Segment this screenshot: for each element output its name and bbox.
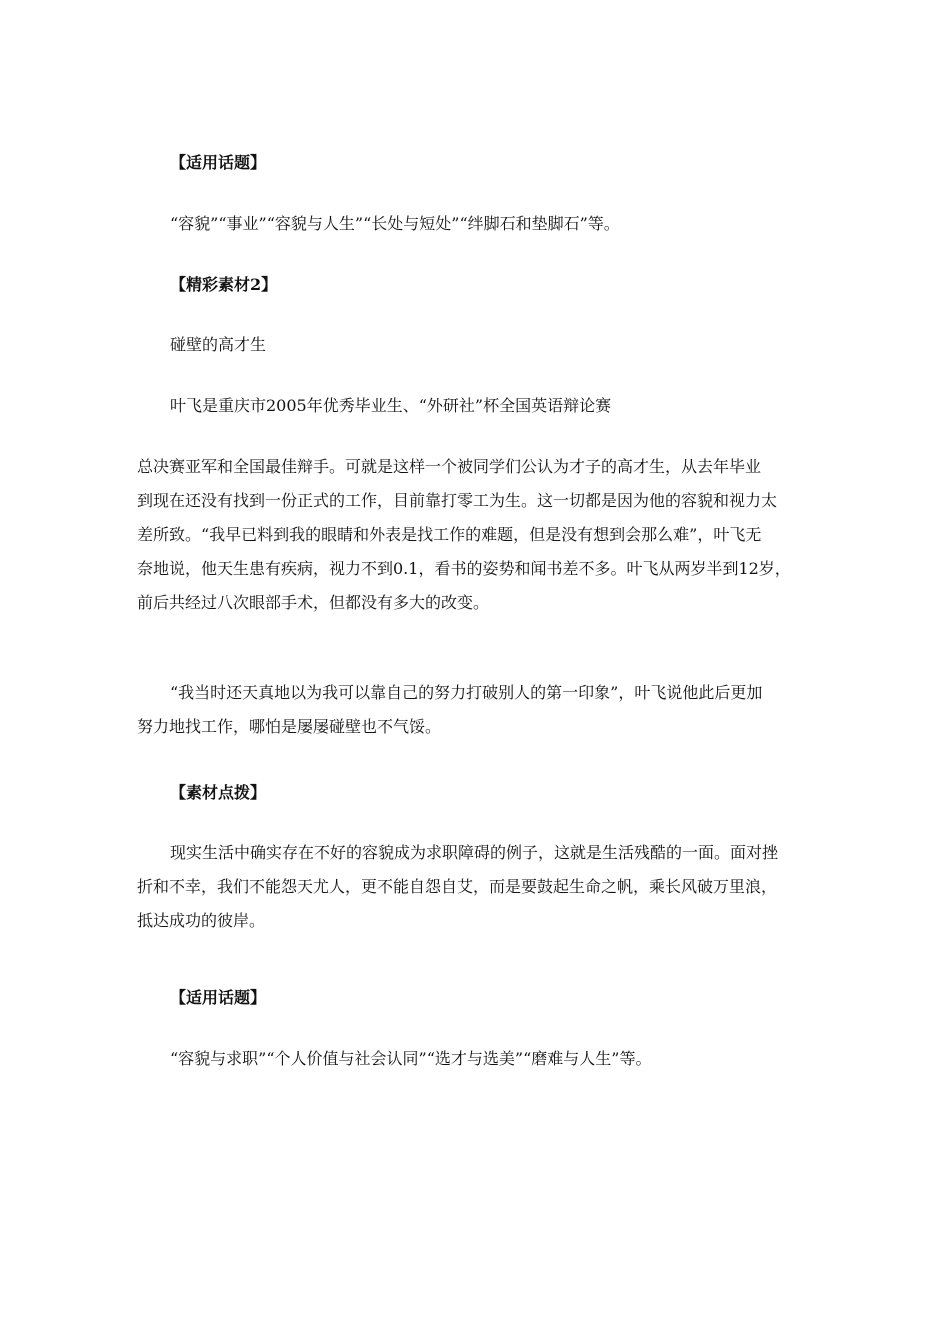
quote-line: 努力地找工作，哪怕是屡屡碰壁也不气馁。 xyxy=(137,717,442,736)
topics-text-2: “容貌与求职”“个人价值与社会认同”“选才与选美”“磨难与人生”等。 xyxy=(170,1049,652,1068)
topics-text: “容貌”“事业”“容貌与人生”“长处与短处”“绊脚石和垫脚石”等。 xyxy=(170,214,620,233)
quote-paragraph xyxy=(137,676,827,744)
body-line: 到现在还没有找到一份正式的工作，目前靠打零工为生。这一切都是因为他的容貌和视力太 xyxy=(137,491,778,510)
quote-line: “我当时还天真地以为我可以靠自己的努力打破别人的第一印象”，叶飞说他此后更加 xyxy=(170,683,763,702)
commentary-line: 现实生活中确实存在不好的容貌成为求职障碍的例子，这就是生活残酷的一面。面对挫 xyxy=(170,843,779,862)
material-intro-line: 叶飞是重庆市2005年优秀毕业生、“外研社”杯全国英语辩论赛 xyxy=(170,396,612,415)
body-line: 奈地说，他天生患有疾病，视力不到0.1，看书的姿势和闻书差不多。叶飞从两岁半到12岁， xyxy=(137,559,791,578)
section-heading-topics: 【适用话题】 xyxy=(170,153,267,172)
section-heading-commentary: 【素材点拨】 xyxy=(170,783,267,802)
section-heading-material: 【精彩素材2】 xyxy=(170,275,278,294)
body-line: 总决赛亚军和全国最佳辩手。可就是这样一个被同学们公认为才子的高才生，从去年毕业 xyxy=(137,457,762,476)
section-heading-topics-2: 【适用话题】 xyxy=(170,988,267,1007)
commentary-line: 抵达成功的彼岸。 xyxy=(137,911,266,930)
material-title: 碰壁的高才生 xyxy=(170,335,267,354)
body-line: 前后共经过八次眼部手术，但都没有多大的改变。 xyxy=(137,593,490,612)
material-body-paragraph xyxy=(137,450,827,620)
commentary-line: 折和不幸，我们不能怨天尤人，更不能自怨自艾，而是要鼓起生命之帆，乘长风破万里浪， xyxy=(137,877,778,896)
body-line: 差所致。“我早已料到我的眼睛和外表是找工作的难题，但是没有想到会那么难”，叶飞无 xyxy=(137,525,762,544)
commentary-paragraph xyxy=(137,836,827,938)
